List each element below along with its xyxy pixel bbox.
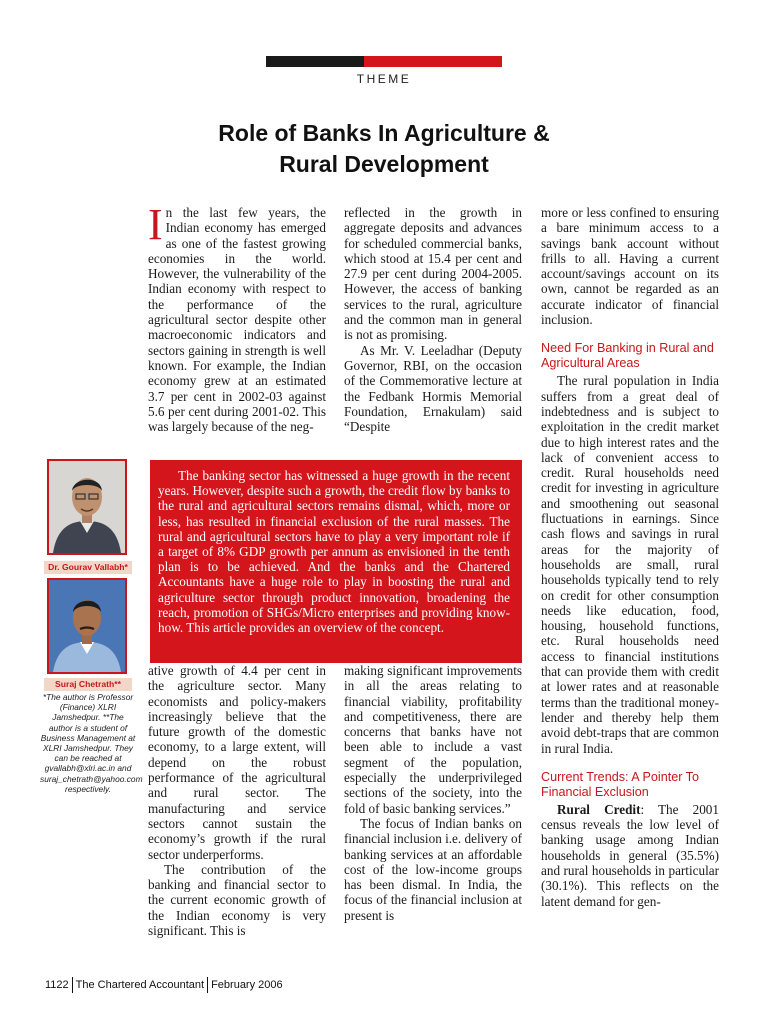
paragraph: ative growth of 4.4 per cent in the agriculture sector. Many economists and policy-makers increasingly believe that the future growth of the domestic economy, to a large extent, will depend on the robust performance of the agricultural and rural sector. The manufacturing and service sectors cannot sustain the economy’s growth if the rural sector underperforms. (148, 663, 326, 862)
column-1-top (148, 200, 326, 435)
paragraph: The contribution of the banking and financial sector to the current economic growth of the Indian economy is very significant. This is (148, 861, 326, 939)
author-2-caption: Suraj Chetrath** (44, 678, 132, 691)
journal-name: The Chartered Accountant (72, 977, 204, 993)
author-photo-2 (47, 578, 127, 674)
paragraph: reflected in the growth in aggregate deposits and advances for scheduled commercial banks, which stood at 15.4 per cent and 27.9 per cent during 2004-2005. However, the access of banking services to the rural, agriculture and the common man in general is not as promising. (344, 205, 522, 343)
issue-date: February 2006 (207, 977, 283, 993)
rural-credit-lead: Rural Credit (557, 801, 641, 817)
paragraph: The focus of Indian banks on financial inclusion i.e. delivery of banking services at an affordable cost of the low-income groups has been dismal. In India, the focus of the financial inclusion at present is (344, 815, 522, 923)
section-label: THEME (356, 72, 412, 86)
header-color-bar (266, 56, 502, 67)
author-1-portrait-icon (49, 461, 125, 553)
pull-quote-box (150, 460, 522, 663)
header-bar-black (266, 56, 364, 67)
drop-cap: I (148, 200, 163, 249)
subheading-need-for-banking: Need For Banking in Rural and Agricultural Areas (541, 341, 714, 371)
author-photo-1 (47, 459, 127, 555)
paragraph: making significant improvements in all the areas relating to financial viability, profitability and competitiveness, there are concerns that banks have not been able to include a vast segment of the population, especially the underprivileged sections of the society, into the fold of basic banking services.” (344, 663, 522, 816)
paragraph: The rural population in India suffers from a great deal of indebtedness and is subject to exploitation in the credit market due to high interest rates and the lack of convenient access to credit. Rural households need credit for investing in agriculture and smoothening out seasonal fluctuations in earnings. Since cash flows and savings in rural areas for the majority of households are small, rural households typically tend to rely on credit for other consumption needs like education, food, housing, household functions, etc. Rural households need access to financial institutions that can provide them with credit at lower rates and at reasonable terms than the traditional money-lender and thereby help them avoid debt-traps that are common in rural India. (541, 373, 719, 756)
title-line-1: Role of Banks In Agriculture & (218, 120, 550, 146)
title-line-2: Rural Development (279, 151, 489, 177)
intro-text: n the last few years, the Indian economy has emerged as one of the fastest growing economies in the world. However, the vulnerability of the Indian economy with respect to the performance of the agricultural sector despite other macroeconomic indicators and sectors gaining in strength is well known. For example, the Indian economy grew at an estimated 3.7 per cent in 2002-03 against 5.6 per cent during 2001-02. This was largely because of the neg- (148, 205, 326, 435)
author-1-caption: Dr. Gourav Vallabh* (44, 561, 132, 574)
author-2-portrait-icon (49, 580, 125, 672)
column-2-top (344, 205, 522, 434)
header-bar-red (364, 56, 502, 67)
article-title (100, 118, 668, 180)
column-2-bottom (344, 663, 522, 923)
column-3 (541, 205, 719, 909)
intro-paragraph (148, 200, 326, 435)
column-1-bottom (148, 663, 326, 938)
paragraph (541, 802, 719, 909)
author-note: *The author is Professor (Finance) XLRI Jamshedpur. **The author is a student of Business Management at XLRI Jamshedpur. They can be reached at gvallabh@xlri.ac.in and suraj_chetrath@yahoo.com respectively. (40, 692, 143, 794)
page-footer (45, 977, 283, 993)
pull-quote-text: The banking sector has witnessed a huge growth in the recent years. However, despite such a growth, the credit flow by banks to the rural and agricultural sectors remains dismal, which, more or less, has resulted in financial exclusion of the rural masses. The rural and agricultural sectors have to play a very important role if a target of 8% GDP growth per annum as envisioned in the tenth plan is to be achieved. And the banks and the Chartered Accountants have a huge role to play in boosting the rural and agriculture sector through product innovation, broadening the reach, promotion of SHGs/Micro enterprises and providing know-how. This article provides an overview of the concept. (158, 468, 510, 636)
paragraph: more or less confined to ensuring a bare minimum access to a savings bank account without frills to all. Having a current account/savings account on its own, cannot be regarded as an accurate indicator of financial inclusion. (541, 205, 719, 328)
page-number: 1122 (45, 979, 69, 991)
subheading-current-trends: Current Trends: A Pointer To Financial Exclusion (541, 769, 699, 799)
paragraph: As Mr. V. Leeladhar (Deputy Governor, RBI, on the occasion of the Commemorative lecture at the Fedbank Hormis Memorial Foundation, Ernakulam) said “Despite (344, 342, 522, 435)
rural-credit-text: : The 2001 census reveals the low level of banking usage among Indian households in general (35.5%) and rural households in particular (30.1%). This reflects on the latent demand for gen- (541, 801, 719, 909)
